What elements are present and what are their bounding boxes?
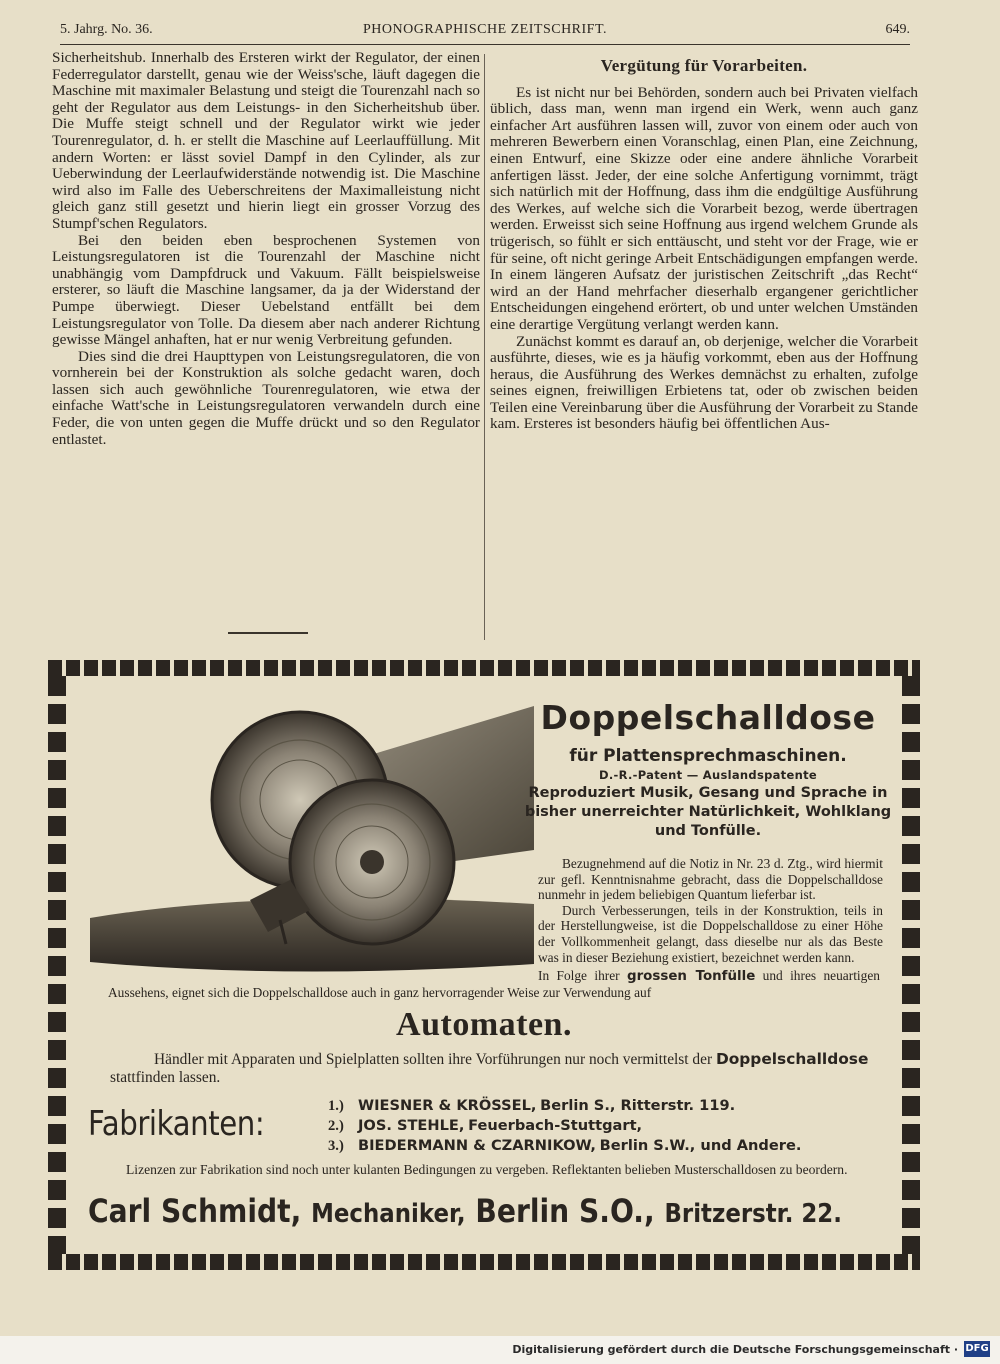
maker-number: 2.)	[328, 1118, 344, 1134]
ad-automaten-heading: Automaten.	[396, 1006, 572, 1043]
ad-haendler-paragraph	[110, 1050, 870, 1087]
ad-body	[538, 856, 883, 965]
maker-name: WIESNER & KRÖSSEL,	[358, 1097, 537, 1114]
page-header	[60, 20, 910, 45]
maker-item	[328, 1136, 888, 1156]
right-column	[490, 50, 918, 433]
maker-number: 1.)	[328, 1098, 344, 1114]
ad-haendler-bold: Doppelschalldose	[715, 1050, 869, 1068]
ad-folge-start: In Folge ihrer	[538, 968, 620, 983]
maker-name: BIEDERMANN & CZARNIKOW,	[358, 1137, 596, 1154]
dfg-logo-icon: DFG	[964, 1341, 990, 1357]
issue-number: 5. Jahrg. No. 36.	[60, 22, 153, 37]
ad-folge-rest: und ihres neuartigen Aussehens, eignet sich die Doppelschalldose auch in ganz hervorragender Weise zur Verwendung auf	[108, 968, 880, 1000]
maker-item	[328, 1096, 888, 1116]
ad-lizenzen	[90, 1162, 880, 1178]
page-number: 649.	[885, 22, 910, 37]
ad-claim: Reproduziert Musik, Gesang und Sprache in bisher unerreichter Natürlichkeit, Wohlklang und Tonfülle.	[524, 785, 892, 839]
ad-haendler-start: Händler mit Apparaten und Spielplatten sollten ihre Vorführungen nur noch vermittelst der	[154, 1051, 713, 1068]
maker-item	[328, 1116, 888, 1136]
carl-trade: Mechaniker,	[311, 1199, 466, 1229]
maker-place: Feuerbach-Stuttgart,	[468, 1117, 643, 1134]
article-title: Vergütung für Vorarbeiten.	[600, 56, 808, 75]
left-paragraph-3: Dies sind die drei Haupttypen von Leistungsregulatoren, die von vornherein bei der Konstruktion als solche gedacht waren, doch lassen sich auch gewöhnliche Tourenregulatoren, wie etwa der einfache Watt'sche in Leistungsregulatoren verwandeln durch eine Feder, die von unten gegen die Muffe drückt und so den Regulator entlastet.	[52, 347, 480, 448]
advertisement	[48, 660, 920, 1270]
ad-folge-paragraph	[108, 968, 880, 1000]
ad-lizenzen-text: Lizenzen zur Fabrikation sind noch unter kulanten Bedingungen zu vergeben. Reflektanten belieben Musterschalldosen zu beordern.	[126, 1162, 848, 1177]
carl-street: Britzerstr. 22.	[664, 1199, 842, 1229]
article-end-rule	[228, 632, 308, 634]
ad-fabrikanten-label: Fabrikanten:	[88, 1104, 265, 1144]
ad-folge-bold: grossen Tonfülle	[626, 969, 756, 984]
column-divider	[484, 54, 485, 640]
ad-border-left	[48, 676, 66, 1254]
left-paragraph-1: Sicherheitshub. Innerhalb des Ersteren wirkt der Regulator, der einen Federregulator darstellt, genau wie der Weiss'sche, läuft dagegen die Maschine mit maximaler Belastung und steigt die Tourenzahl nach so geht der Regulator aus dem Leistungs- in den Sicherheitshub über. Die Muffe steigt schnell und der Regulator wirkt wie jeder Tourenregulator, d. h. er stellt die Maschine auf Leerlauffüllung. Mit andern Worten: er lässt soviel Dampf in den Cylinder, als zur Ueberwindung der Leerlaufwiderstände notwendig ist. Die Maschine wird also im Falle des Ueberschreitens der Maximalleistung nicht gleich ganz still gesetzt und hierin liegt ein grosser Vorzug des Stumpf'schen Regulators.	[52, 49, 480, 232]
ad-border-right	[902, 676, 920, 1254]
left-paragraph-2: Bei den beiden eben besprochenen Systemen von Leistungsregulatoren ist die Tourenzahl der Maschine nicht unabhängig vom Dampfdruck und Vakuum. Fällt beispielsweise ersterer, so läuft die Maschine langsamer, da ja der Widerstand der Pumpe überwiegt. Dieser Uebelstand entfällt bei dem Leistungsregulator von Tolle. Da diesem aber nach anderer Richtung gewisse Mängel anhaften, hat er nur wenig Verbreitung gefunden.	[52, 231, 480, 349]
footer-credit: Digitalisierung gefördert durch die Deutsche Forschungsgemeinschaft ·	[512, 1343, 958, 1356]
right-paragraph-1: Es ist nicht nur bei Behörden, sondern auch bei Privaten vielfach üblich, dass man, wenn man irgend ein Werk, wenn auch ganz einfacher Art ausführen lassen will, zuvor von einem oder auch von mehreren Bewerbern einen Voranschlag, einen Plan, eine Zeichnung, einen Entwurf, eine Skizze oder eine andere ähnliche Vorarbeit anfertigen lässt. Jeder, der eine solche Anfertigung vornimmt, trägt sich natürlich mit der Hoffnung, dass ihm die endgültige Ausführung des Werkes, auf welche sich die Vorarbeit bezog, werde übertragen werden. Erweisst sich seine Hoffnung aus irgend welchem Grunde als trügerisch, so fühlt er sich enttäuscht, und steht vor der Frage, wie er für seine, oft nicht geringe Arbeit Entschädigungen empfangen werde. In einem längeren Aufsatz der juristischen Zeitschrift „das Recht“ wird an der Hand mehrfacher dieserhalb ergangener gerichtlicher Entscheidungen eingehend erörtert, ob und unter welchen Umständen eine derartige Vergütung verlangt werden kann.	[490, 83, 918, 333]
ad-border-bottom	[48, 1254, 920, 1270]
digitization-footer	[0, 1336, 1000, 1364]
ad-maker-signature	[88, 1192, 842, 1230]
journal-title: PHONOGRAPHISCHE ZEITSCHRIFT.	[363, 22, 607, 37]
maker-number: 3.)	[328, 1138, 344, 1154]
ad-title: Doppelschalldose	[540, 698, 876, 737]
carl-city: Berlin S.O.,	[475, 1192, 655, 1230]
carl-name: Carl Schmidt,	[88, 1192, 302, 1230]
ad-makers-list	[328, 1096, 888, 1156]
ad-patent: D.-R.-Patent — Auslandspatente	[599, 768, 817, 782]
maker-place: Berlin S.W., und Andere.	[599, 1137, 802, 1154]
ad-body-paragraph-1: Bezugnehmend auf die Notiz in Nr. 23 d. Ztg., wird hiermit zur gefl. Kenntnisnahme gebracht, dass die Doppelschalldose nunmehr in jedem beliebigen Quantum lieferbar ist.	[538, 856, 883, 903]
ad-subtitle: für Plattensprechmaschinen.	[569, 746, 847, 766]
ad-haendler-end: stattfinden lassen.	[110, 1069, 221, 1086]
left-column	[52, 50, 480, 448]
maker-name: JOS. STEHLE,	[358, 1117, 465, 1134]
soundbox-photo	[90, 700, 534, 978]
right-paragraph-2: Zunächst kommt es darauf an, ob derjenige, welcher die Vorarbeit ausführte, dieses, wie es ja häufig vorkommt, eben aus der Hoffnung heraus, die Ausführung des Werkes demnächst zu erhalten, zufolge seines eignen, freiwilligen Erbietens tat, oder ob zwischen beiden Teilen eine Vereinbarung über die Ausführung der Vorarbeit zu Stande kam. Ersteres ist besonders häufig bei öffentlichen Aus-	[490, 332, 918, 433]
ad-body-paragraph-2: Durch Verbesserungen, teils in der Konstruktion, teils in der Herstellungweise, ist die Doppelschalldose zu einer Höhe der Vollkommenheit gelangt, dass dieselbe nur als das Beste was in dieser Beziehung existiert, bezeichnet werden kann.	[538, 902, 883, 965]
ad-border-top	[48, 660, 920, 676]
maker-place: Berlin S., Ritterstr. 119.	[540, 1097, 736, 1114]
